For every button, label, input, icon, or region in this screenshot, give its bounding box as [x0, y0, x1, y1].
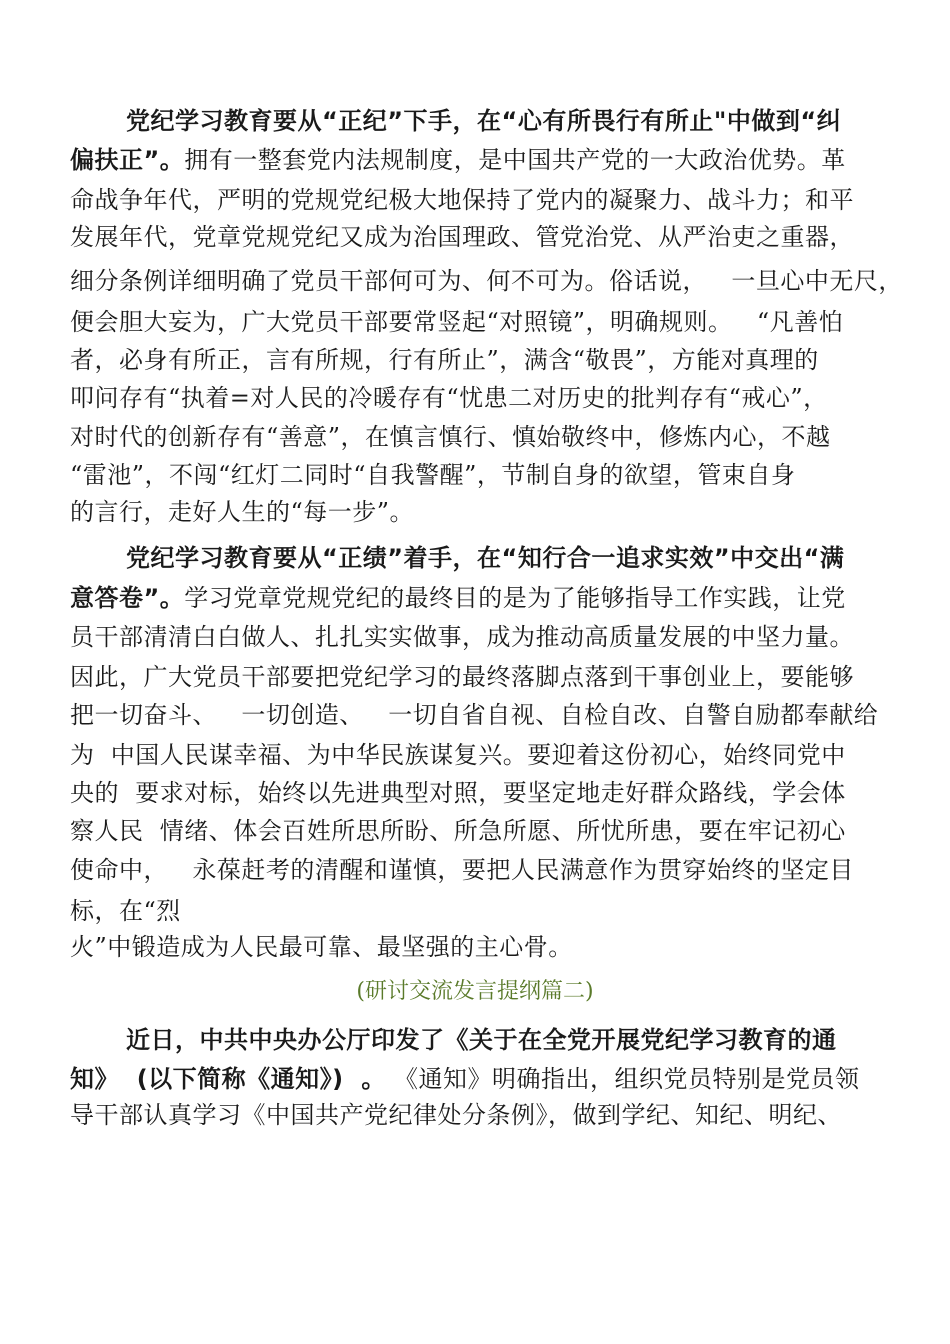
text-line — [70, 145, 846, 177]
body-text: 《通知》明确指出，组织党员特别是党员领 — [385, 1065, 860, 1093]
body-text: 央的 要求对标，始终以先进典型对照，要坚定地走好群众路线，学会体 — [70, 779, 846, 807]
text-line — [70, 622, 854, 654]
text-line — [70, 222, 854, 254]
text-line — [70, 740, 846, 772]
body-text: 便会胆大妄为，广大党员干部要常竖起“对照镜”，明确规则。 “凡善怕 — [70, 308, 844, 336]
body-text: 细分条例详细明确了党员干部何可为、何不可为。俗话说， 一旦心中无尺， — [70, 267, 903, 295]
body-text: 发展年代，党章党规党纪又成为治国理政、管党治党、从严治吏之重器， — [70, 223, 854, 251]
text-line — [70, 700, 878, 732]
text-line — [70, 896, 181, 928]
text-line — [70, 345, 819, 377]
body-text: 拥有一整套党内法规制度，是中国共产党的一大政治优势。革 — [184, 146, 846, 174]
body-text: 使命中， 永葆赶考的清醒和谨慎，要把人民满意作为贯穿始终的坚定目 — [70, 856, 854, 884]
text-line — [70, 383, 828, 415]
body-text: 学习党章党规党纪的最终目的是为了能够指导工作实践，让党 — [184, 584, 846, 612]
text-line — [70, 1064, 860, 1096]
body-text: 为 中国人民谋幸福、为中华民族谋复兴。要迎着这份初心，始终同党中 — [70, 741, 846, 769]
body-text: 标，在“烈 — [70, 897, 181, 925]
bold-lead-text: 党纪学习教育要从“正纪”下手，在“心有所畏行有所止"中做到“纠 — [126, 107, 842, 135]
body-text: 员干部清清白白做人、扎扎实实做事，成为推动高质量发展的中坚力量。 — [70, 623, 854, 651]
text-line — [126, 106, 841, 138]
body-text: “雷池”，不闯“红灯二同时“自我警醒”，节制自身的欲望，管束自身 — [70, 461, 796, 489]
body-text: 对时代的创新存有“善意”，在慎言慎行、慎始敬终中，修炼内心，不越 — [70, 423, 831, 451]
text-line — [70, 185, 854, 217]
body-text: 火”中锻造成为人民最可靠、最坚强的主心骨。 — [70, 933, 573, 961]
body-text: 者，必身有所正，言有所规，行有所止”，满含“敬畏”，方能对真理的 — [70, 346, 819, 374]
text-line — [70, 497, 414, 529]
text-line — [70, 662, 854, 694]
text-line — [126, 543, 844, 575]
text-line — [126, 1025, 837, 1057]
section-heading: (研讨交流发言提纲篇二) — [356, 979, 594, 1004]
body-text: 察人民 情绪、体会百姓所思所盼、所急所愿、所忧所患，要在牢记初心 — [70, 817, 846, 845]
body-text: 叩问存有“执着=对人民的冷暖存有“忧患二对历史的批判存有“戒心”， — [70, 384, 828, 412]
text-line — [70, 932, 573, 964]
body-text: 把一切奋斗、 一切创造、 一切自省自视、自检自改、自警自励都奉献给 — [70, 701, 879, 729]
bold-lead-text: 知》 (以下简称《通知》) 。 — [70, 1065, 386, 1093]
bold-lead-text: 意答卷”。 — [70, 584, 185, 612]
text-line — [70, 1100, 842, 1132]
body-text: 命战争年代，严明的党规党纪极大地保持了党内的凝聚力、战斗力；和平 — [70, 186, 854, 214]
text-line — [70, 307, 843, 339]
body-text: 因此，广大党员干部要把党纪学习的最终落脚点落到干事创业上，要能够 — [70, 663, 854, 691]
bold-lead-text: 党纪学习教育要从“正绩”着手，在“知行合一追求实效”中交出“满 — [126, 544, 845, 572]
body-text: 导干部认真学习《中国共产党纪律处分条例》，做到学纪、知纪、明纪、 — [70, 1101, 842, 1129]
text-line — [70, 855, 854, 887]
text-line — [70, 422, 831, 454]
bold-lead-text: 偏扶正”。 — [70, 146, 185, 174]
body-text: 的言行，走好人生的“每一步”。 — [70, 498, 415, 526]
text-line — [70, 460, 795, 492]
text-line — [70, 583, 846, 615]
text-line — [70, 816, 846, 848]
bold-lead-text: 近日，中共中央办公厅印发了《关于在全党开展党纪学习教育的通 — [126, 1026, 837, 1054]
text-line — [70, 266, 903, 298]
text-line — [70, 778, 846, 810]
